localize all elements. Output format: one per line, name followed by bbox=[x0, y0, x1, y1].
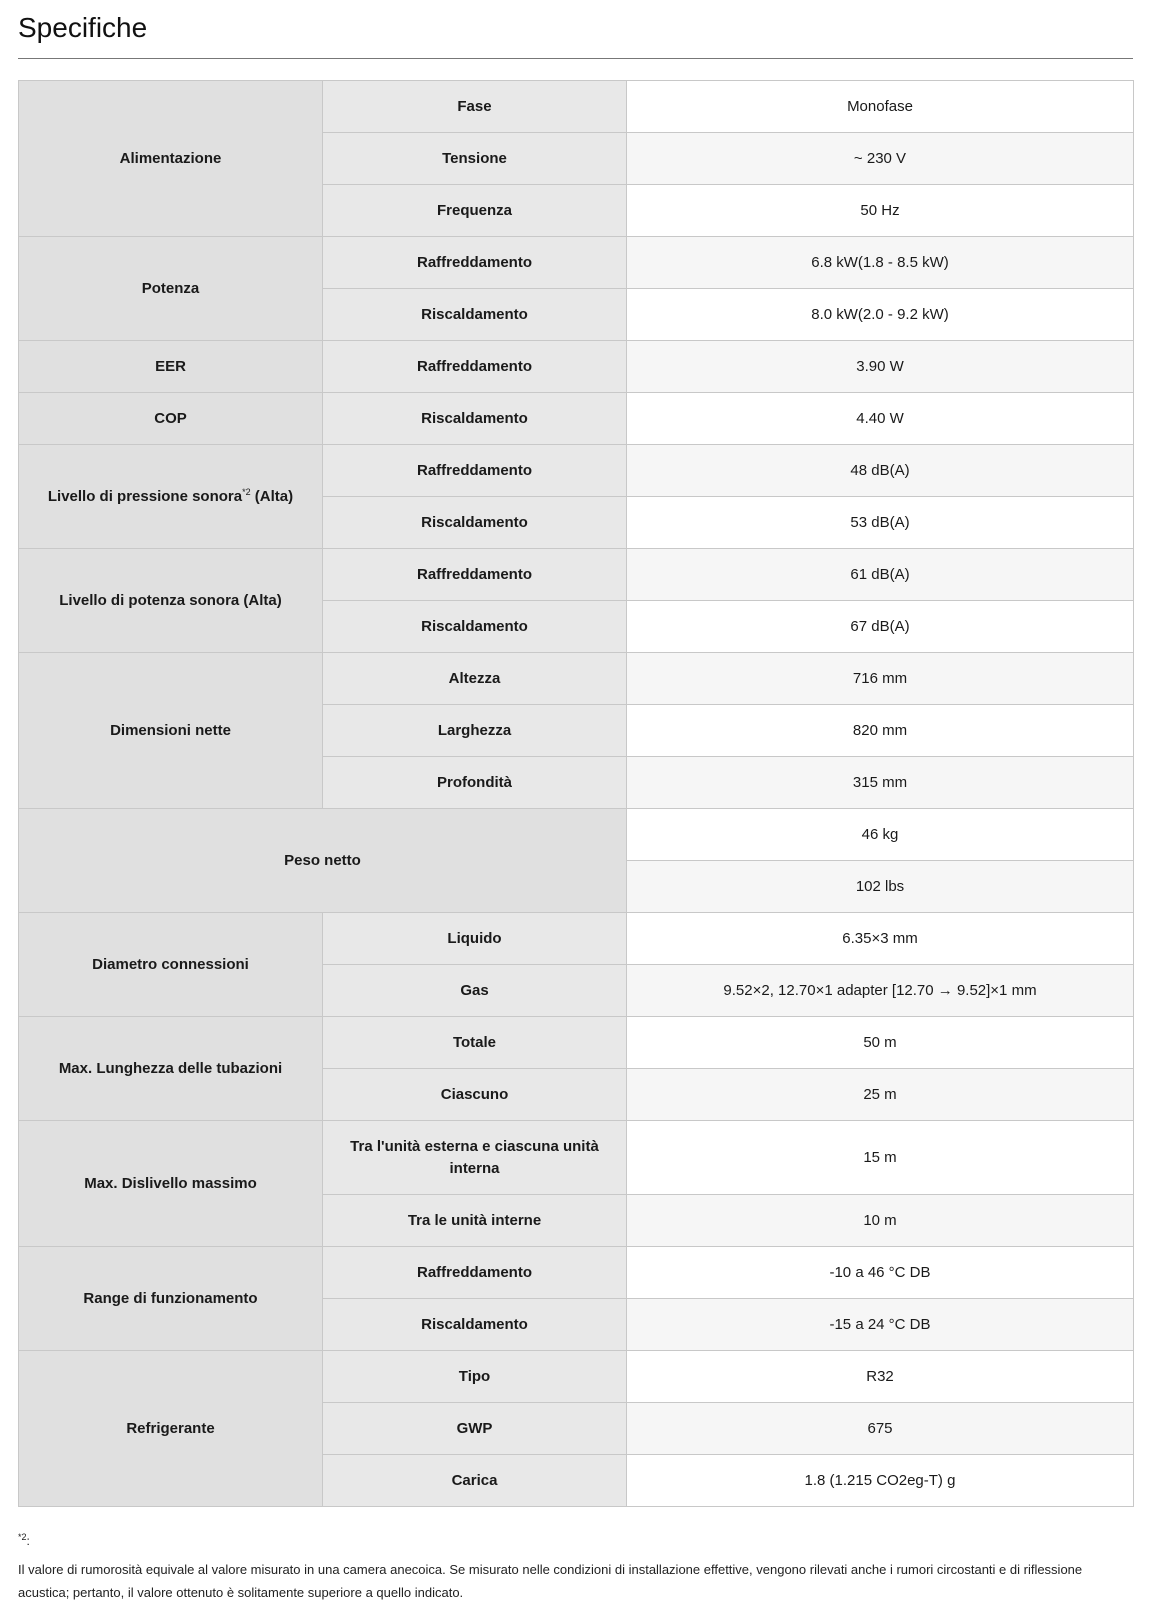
row-value: 1.8 (1.215 CO2eg-T) g bbox=[627, 1455, 1134, 1507]
group-label-pressione-sonora bbox=[19, 445, 323, 549]
table-row bbox=[19, 913, 1134, 965]
footnote-colon: : bbox=[26, 1534, 30, 1548]
row-value: 53 dB(A) bbox=[627, 497, 1134, 549]
row-value: 675 bbox=[627, 1403, 1134, 1455]
group-label-diametro: Diametro connessioni bbox=[19, 913, 323, 1017]
row-label: GWP bbox=[323, 1403, 627, 1455]
row-value: 6.35×3 mm bbox=[627, 913, 1134, 965]
row-value: 67 dB(A) bbox=[627, 601, 1134, 653]
row-value: 10 m bbox=[627, 1195, 1134, 1247]
footnote-marker bbox=[18, 1532, 30, 1548]
row-label: Gas bbox=[323, 965, 627, 1017]
row-label: Riscaldamento bbox=[323, 497, 627, 549]
row-label: Tra l'unità esterna e ciascuna unità interna bbox=[323, 1121, 627, 1195]
table-row bbox=[19, 1247, 1134, 1299]
row-label: Riscaldamento bbox=[323, 1299, 627, 1351]
row-value: 102 lbs bbox=[627, 861, 1134, 913]
row-value: Monofase bbox=[627, 81, 1134, 133]
group-label-dislivello: Max. Dislivello massimo bbox=[19, 1121, 323, 1247]
row-value: 50 m bbox=[627, 1017, 1134, 1069]
row-label: Riscaldamento bbox=[323, 289, 627, 341]
group-label-range: Range di funzionamento bbox=[19, 1247, 323, 1351]
row-value: 4.40 W bbox=[627, 393, 1134, 445]
row-value: 820 mm bbox=[627, 705, 1134, 757]
table-row bbox=[19, 393, 1134, 445]
row-label: Ciascuno bbox=[323, 1069, 627, 1121]
row-value: 9.52×2, 12.70×1 adapter [12.70 → 9.52]×1 mm bbox=[627, 965, 1134, 1017]
group-label-suffix: (Alta) bbox=[250, 487, 294, 505]
row-value: 25 m bbox=[627, 1069, 1134, 1121]
row-label: Altezza bbox=[323, 653, 627, 705]
row-label: Raffreddamento bbox=[323, 1247, 627, 1299]
row-label: Larghezza bbox=[323, 705, 627, 757]
table-row bbox=[19, 1351, 1134, 1403]
row-value: 315 mm bbox=[627, 757, 1134, 809]
group-label-lunghezza: Max. Lunghezza delle tubazioni bbox=[19, 1017, 323, 1121]
table-row bbox=[19, 81, 1134, 133]
table-row bbox=[19, 1017, 1134, 1069]
footnote-mark: *2 bbox=[18, 1532, 27, 1542]
row-label: Tensione bbox=[323, 133, 627, 185]
row-value: 61 dB(A) bbox=[627, 549, 1134, 601]
row-value: R32 bbox=[627, 1351, 1134, 1403]
row-label: Raffreddamento bbox=[323, 549, 627, 601]
row-value: -10 a 46 °C DB bbox=[627, 1247, 1134, 1299]
row-label: Tipo bbox=[323, 1351, 627, 1403]
row-label: Frequenza bbox=[323, 185, 627, 237]
row-label: Raffreddamento bbox=[323, 445, 627, 497]
table-row bbox=[19, 549, 1134, 601]
row-value: 3.90 W bbox=[627, 341, 1134, 393]
group-label-text: Livello di pressione sonora bbox=[47, 487, 243, 505]
row-label: Liquido bbox=[323, 913, 627, 965]
row-value: 48 dB(A) bbox=[627, 445, 1134, 497]
row-value: 15 m bbox=[627, 1121, 1134, 1195]
row-label: Carica bbox=[323, 1455, 627, 1507]
row-value: 6.8 kW(1.8 - 8.5 kW) bbox=[627, 237, 1134, 289]
row-label: Totale bbox=[323, 1017, 627, 1069]
row-label: Raffreddamento bbox=[323, 237, 627, 289]
group-label-potenza: Potenza bbox=[19, 237, 323, 341]
row-label: Riscaldamento bbox=[323, 393, 627, 445]
title-divider bbox=[18, 58, 1133, 59]
group-label-cop: COP bbox=[19, 393, 323, 445]
group-label-eer: EER bbox=[19, 341, 323, 393]
row-value: 716 mm bbox=[627, 653, 1134, 705]
table-row bbox=[19, 237, 1134, 289]
group-label-potenza-sonora: Livello di potenza sonora (Alta) bbox=[19, 549, 323, 653]
row-value: -15 a 24 °C DB bbox=[627, 1299, 1134, 1351]
row-value: 46 kg bbox=[627, 809, 1134, 861]
row-label: Riscaldamento bbox=[323, 601, 627, 653]
table-row bbox=[19, 1121, 1134, 1195]
table-row bbox=[19, 809, 1134, 861]
row-value: 8.0 kW(2.0 - 9.2 kW) bbox=[627, 289, 1134, 341]
group-label-peso: Peso netto bbox=[19, 809, 627, 913]
group-label-refrigerante: Refrigerante bbox=[19, 1351, 323, 1507]
table-row bbox=[19, 653, 1134, 705]
row-label: Tra le unità interne bbox=[323, 1195, 627, 1247]
row-label: Fase bbox=[323, 81, 627, 133]
row-value: ~ 230 V bbox=[627, 133, 1134, 185]
row-label: Profondità bbox=[323, 757, 627, 809]
group-label-alimentazione: Alimentazione bbox=[19, 81, 323, 237]
table-row bbox=[19, 341, 1134, 393]
row-label: Raffreddamento bbox=[323, 341, 627, 393]
footnote-text: Il valore di rumorosità equivale al valore misurato in una camera anecoica. Se misurato nelle condizioni di installazione effettive, vengono rilevati anche i rumori circostanti e di riflessione acustica; pertanto, il valore ottenuto è solitamente superiore a quello indicato. bbox=[18, 1562, 1083, 1600]
specifications-table bbox=[18, 80, 1134, 1507]
row-value: 50 Hz bbox=[627, 185, 1134, 237]
page-title: Specifiche bbox=[18, 12, 148, 43]
group-label-dimensioni: Dimensioni nette bbox=[19, 653, 323, 809]
footnote-ref: *2 bbox=[242, 486, 251, 497]
table-row bbox=[19, 445, 1134, 497]
